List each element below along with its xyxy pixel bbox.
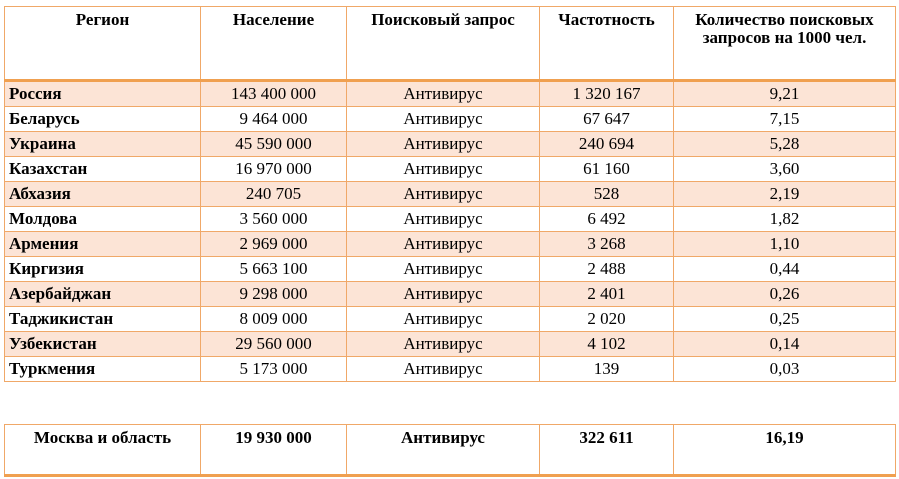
cell-per1000: 7,15 [674, 107, 896, 132]
table-row [5, 257, 896, 282]
cell-frequency: 528 [540, 182, 674, 207]
cell-population: 3 560 000 [201, 207, 347, 232]
cell-region: Туркмения [5, 357, 201, 382]
cell-query: Антивирус [347, 307, 540, 332]
table-row [5, 132, 896, 157]
cell-region: Узбекистан [5, 332, 201, 357]
summary-region: Москва и область [5, 425, 201, 476]
table-row [5, 307, 896, 332]
summary-row [5, 425, 896, 476]
cell-query: Антивирус [347, 182, 540, 207]
cell-query: Антивирус [347, 81, 540, 107]
cell-frequency: 61 160 [540, 157, 674, 182]
cell-query: Антивирус [347, 357, 540, 382]
cell-region: Абхазия [5, 182, 201, 207]
cell-population: 2 969 000 [201, 232, 347, 257]
cell-query: Антивирус [347, 107, 540, 132]
cell-query: Антивирус [347, 257, 540, 282]
table-row [5, 232, 896, 257]
cell-region: Россия [5, 81, 201, 107]
header-query: Поисковый запрос [347, 7, 540, 81]
cell-frequency: 2 488 [540, 257, 674, 282]
cell-frequency: 1 320 167 [540, 81, 674, 107]
cell-frequency: 4 102 [540, 332, 674, 357]
table-body [5, 81, 896, 382]
header-region: Регион [5, 7, 201, 81]
cell-per1000: 9,21 [674, 81, 896, 107]
cell-region: Казахстан [5, 157, 201, 182]
cell-per1000: 3,60 [674, 157, 896, 182]
cell-frequency: 6 492 [540, 207, 674, 232]
cell-query: Антивирус [347, 157, 540, 182]
cell-population: 9 464 000 [201, 107, 347, 132]
table-row [5, 282, 896, 307]
cell-frequency: 3 268 [540, 232, 674, 257]
cell-population: 143 400 000 [201, 81, 347, 107]
cell-region: Украина [5, 132, 201, 157]
cell-query: Антивирус [347, 332, 540, 357]
cell-population: 29 560 000 [201, 332, 347, 357]
cell-region: Азербайджан [5, 282, 201, 307]
table-row [5, 81, 896, 107]
cell-frequency: 67 647 [540, 107, 674, 132]
cell-query: Антивирус [347, 207, 540, 232]
cell-frequency: 2 401 [540, 282, 674, 307]
summary-per1000: 16,19 [674, 425, 896, 476]
table-row [5, 357, 896, 382]
cell-population: 45 590 000 [201, 132, 347, 157]
cell-query: Антивирус [347, 232, 540, 257]
header-population: Население [201, 7, 347, 81]
cell-region: Армения [5, 232, 201, 257]
cell-per1000: 0,44 [674, 257, 896, 282]
cell-per1000: 1,82 [674, 207, 896, 232]
summary-table [4, 424, 896, 477]
cell-population: 240 705 [201, 182, 347, 207]
cell-per1000: 1,10 [674, 232, 896, 257]
table-row [5, 332, 896, 357]
cell-frequency: 2 020 [540, 307, 674, 332]
cell-frequency: 139 [540, 357, 674, 382]
cell-population: 16 970 000 [201, 157, 347, 182]
cell-region: Молдова [5, 207, 201, 232]
cell-per1000: 2,19 [674, 182, 896, 207]
cell-per1000: 5,28 [674, 132, 896, 157]
region-stats-table [4, 6, 896, 382]
cell-query: Антивирус [347, 282, 540, 307]
summary-query: Антивирус [347, 425, 540, 476]
summary-population: 19 930 000 [201, 425, 347, 476]
cell-query: Антивирус [347, 132, 540, 157]
cell-population: 5 173 000 [201, 357, 347, 382]
cell-frequency: 240 694 [540, 132, 674, 157]
table-header-row [5, 7, 896, 81]
cell-region: Киргизия [5, 257, 201, 282]
cell-population: 9 298 000 [201, 282, 347, 307]
cell-per1000: 0,14 [674, 332, 896, 357]
table-row [5, 207, 896, 232]
cell-per1000: 0,25 [674, 307, 896, 332]
header-per1000: Количество поисковых запросов на 1000 чел. [674, 7, 896, 81]
cell-population: 5 663 100 [201, 257, 347, 282]
cell-population: 8 009 000 [201, 307, 347, 332]
cell-per1000: 0,03 [674, 357, 896, 382]
cell-region: Таджикистан [5, 307, 201, 332]
table-row [5, 182, 896, 207]
header-frequency: Частотность [540, 7, 674, 81]
table-row [5, 157, 896, 182]
cell-per1000: 0,26 [674, 282, 896, 307]
table-row [5, 107, 896, 132]
summary-frequency: 322 611 [540, 425, 674, 476]
cell-region: Беларусь [5, 107, 201, 132]
